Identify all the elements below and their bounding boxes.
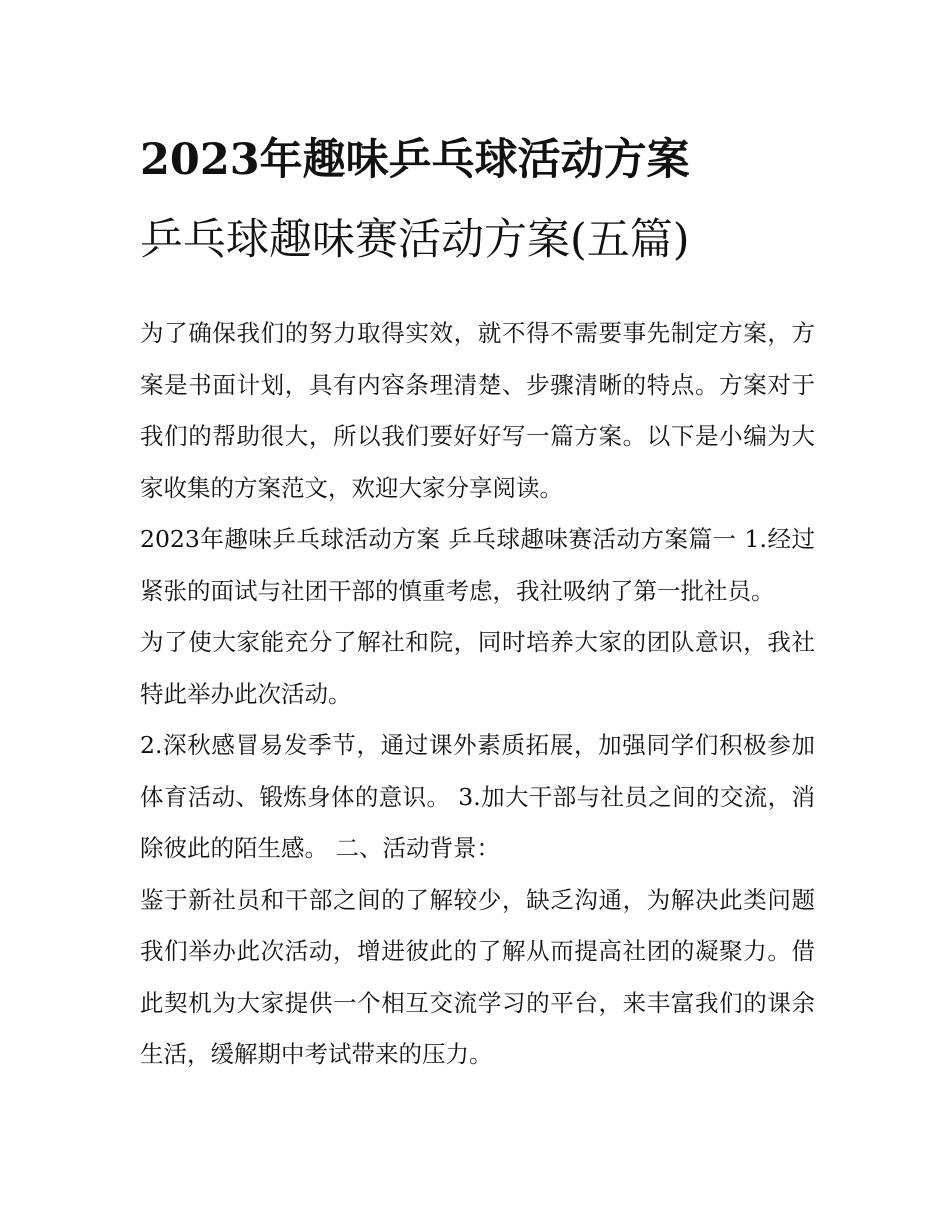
document-page <box>140 120 815 1081</box>
document-body <box>140 308 815 1081</box>
paragraph-intro: 为了确保我们的努力取得实效，就不得不需要事先制定方案，方案是书面计划，具有内容条理清楚、步骤清晰的特点。方案对于我们的帮助很大，所以我们要好好写一篇方案。以下是小编为大家收集的方案范文，欢迎大家分享阅读。 <box>140 319 815 502</box>
paragraph-section-1: 2023年趣味乒乓球活动方案 乒乓球趣味赛活动方案篇一 1.经过紧张的面试与社团干部的慎重考虑，我社吸纳了第一批社员。 <box>140 525 815 605</box>
paragraph-purpose: 为了使大家能充分了解社和院，同时培养大家的团队意识，我社特此举办此次活动。 <box>140 628 815 708</box>
title-line-2: 乒乓球趣味赛活动方案(五篇) <box>140 215 690 265</box>
paragraph-background: 鉴于新社员和干部之间的了解较少，缺乏沟通，为解决此类问题我们举办此次活动，增进彼此的了解从而提高社团的凝聚力。借此契机为大家提供一个相互交流学习的平台，来丰富我们的课余生活，缓解期中考试带来的压力。 <box>140 885 815 1068</box>
document-title <box>140 120 815 280</box>
paragraph-goals: 2.深秋感冒易发季节，通过课外素质拓展，加强同学们积极参加体育活动、锻炼身体的意识。 3.加大干部与社员之间的交流，消除彼此的陌生感。 二、活动背景： <box>140 731 815 862</box>
title-line-1: 2023年趣味乒乓球活动方案 <box>140 135 690 185</box>
